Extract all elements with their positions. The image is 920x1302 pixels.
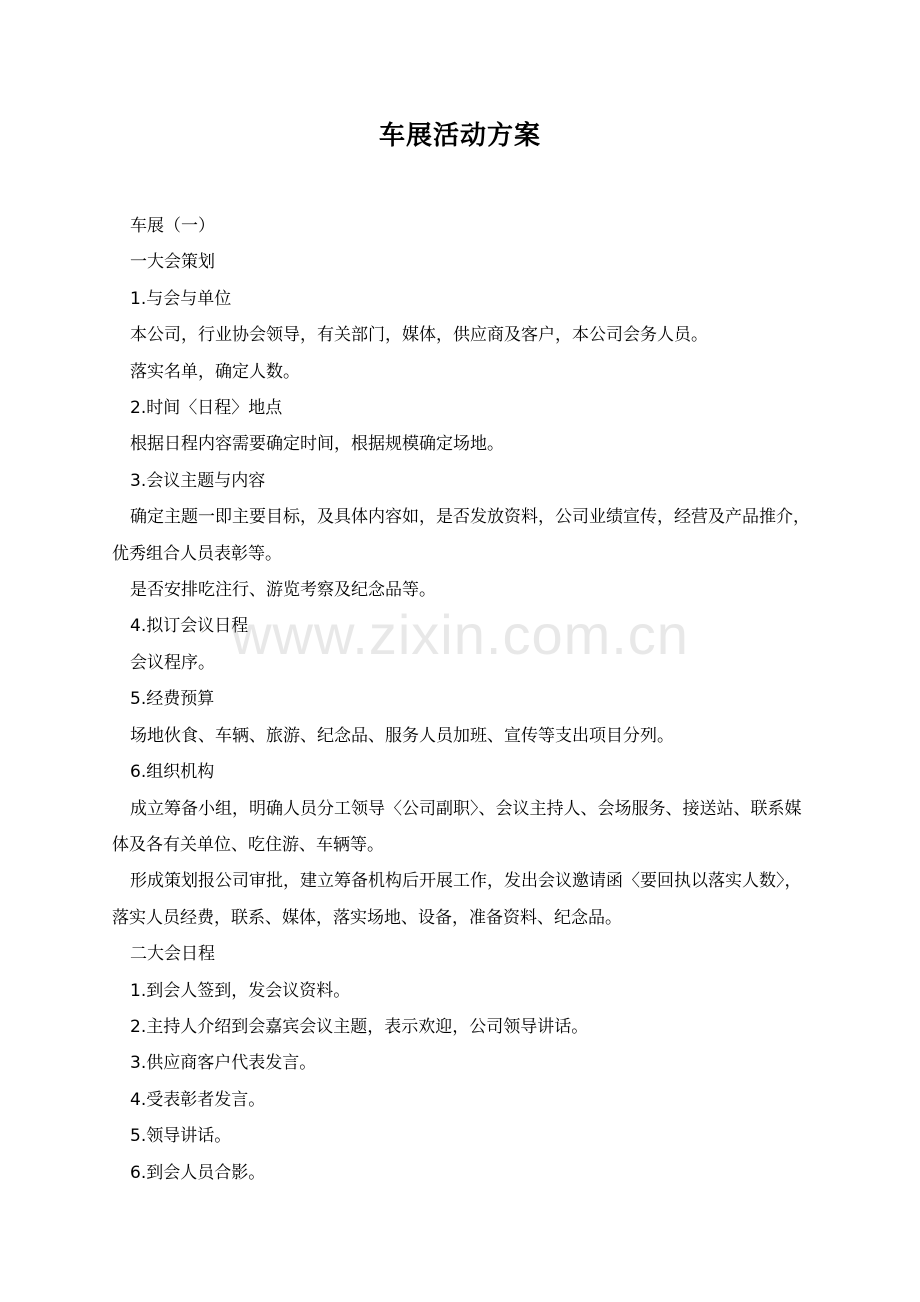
paragraph: 车展（一） — [130, 216, 215, 236]
paragraph: 成立筹备小组，明确人员分工领导〈公司副职〉、会议主持人、会场服务、接送站、联系媒体及各有关单位、吃住游、车辆等。 — [112, 798, 802, 855]
paragraph: 1.到会人签到，发会议资料。 — [130, 980, 351, 1001]
paragraph: 落实名单，确定人数。 — [130, 361, 300, 382]
paragraph: 是否安排吃注行、游览考察及纪念品等。 — [130, 580, 436, 601]
paragraph: 场地伙食、车辆、旅游、纪念品、服务人员加班、宣传等支出项目分列。 — [130, 725, 674, 746]
paragraph: 6.组织机构 — [130, 762, 215, 783]
document-title: 车展活动方案 — [378, 121, 541, 151]
paragraph: 2.主持人介绍到会嘉宾会议主题，表示欢迎，公司领导讲话。 — [130, 1016, 589, 1037]
paragraph: 5.领导讲话。 — [130, 1126, 232, 1147]
paragraph: 2.时间〈日程〉地点 — [130, 398, 283, 419]
watermark: www.zixin.com.cn — [231, 603, 689, 666]
paragraph: 根据日程内容需要确定时间，根据规模确定场地。 — [130, 434, 504, 455]
paragraph: 4.受表彰者发言。 — [130, 1089, 266, 1110]
paragraph: 确定主题一即主要目标，及具体内容如，是否发放资料，公司业绩宣传，经营及产品推介，优秀组合人员表彰等。 — [112, 507, 810, 564]
paragraph: 3.会议主题与内容 — [130, 470, 266, 491]
paragraph: 本公司，行业协会领导，有关部门，媒体，供应商及客户，本公司会务人员。 — [130, 325, 708, 346]
paragraph: 形成策划报公司审批，建立筹备机构后开展工作，发出会议邀请函〈要回执以落实人数〉，落实人员经费，联系、媒体，落实场地、设备，准备资料、纪念品。 — [112, 871, 802, 928]
paragraph: 二大会日程 — [130, 944, 215, 965]
paragraph: 一大会策划 — [130, 252, 215, 273]
document-body — [112, 208, 812, 1191]
paragraph: 1.与会与单位 — [130, 288, 232, 309]
paragraph: 4.拟订会议日程 — [130, 616, 249, 637]
paragraph: 6.到会人员合影。 — [130, 1162, 266, 1183]
paragraph: 会议程序。 — [130, 652, 215, 673]
paragraph: 3.供应商客户代表发言。 — [130, 1053, 317, 1074]
paragraph: 5.经费预算 — [130, 689, 215, 710]
